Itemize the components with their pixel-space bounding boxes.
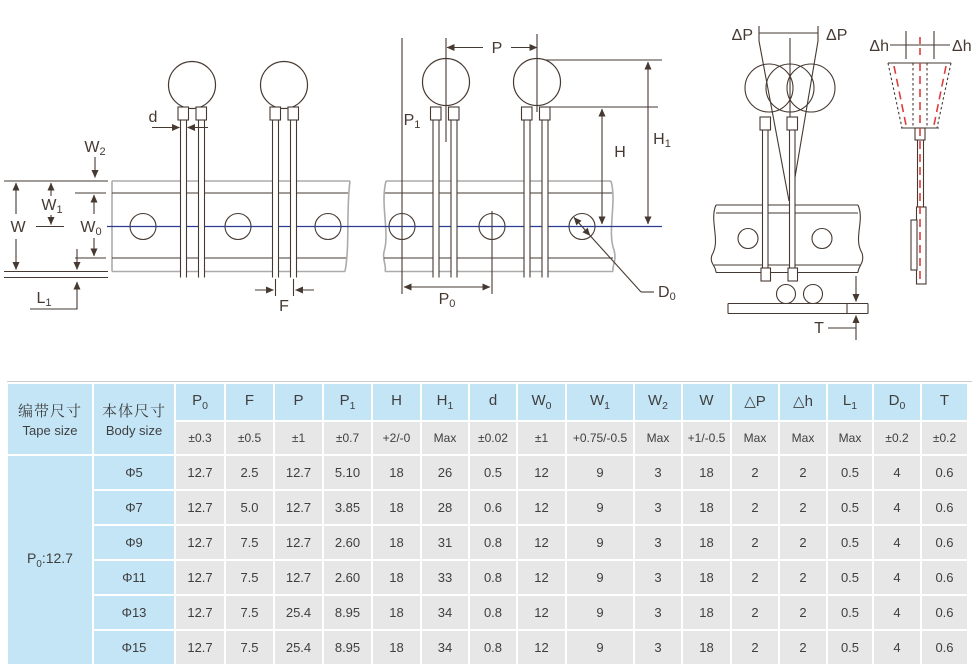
lead-crimp [760, 117, 771, 130]
spec-value-cell: 0.5 [828, 526, 872, 559]
spec-value-cell: 12.7 [275, 491, 322, 524]
column-header-p1: $P_1$ [324, 384, 371, 420]
column-header-t: T [922, 384, 967, 420]
dim-label-delta-p-right: ΔP [826, 27, 848, 44]
spec-value-cell: 3 [635, 491, 681, 524]
spec-value-cell: 4 [874, 456, 920, 489]
row-size-cell: Φ13 [94, 596, 174, 629]
spec-value-cell: 5.0 [226, 491, 273, 524]
spec-value-cell: 0.5 [828, 456, 872, 489]
spec-value-cell: 0.8 [470, 631, 516, 664]
dim-label-f: F [279, 298, 289, 315]
tape-side-view-t [728, 276, 868, 340]
spec-value-cell: 2.60 [324, 526, 371, 559]
spec-value-cell: 0.6 [922, 456, 967, 489]
spec-value-cell: 3 [635, 596, 681, 629]
spec-value-cell: 18 [683, 631, 730, 664]
column-header-d: d [470, 384, 516, 420]
row-size-cell: Φ11 [94, 561, 174, 594]
tolerance-cell: ±0.7 [324, 422, 371, 454]
column-header-w1: $W_1$ [567, 384, 633, 420]
table-row-phi15 [8, 631, 967, 664]
spec-value-cell: 8.95 [324, 596, 371, 629]
disc-components-middle [402, 34, 561, 294]
spec-value-cell: 33 [422, 561, 468, 594]
tolerance-cell: Max [780, 422, 826, 454]
tolerance-cell: Max [422, 422, 468, 454]
column-header-delta-p: △P [732, 384, 778, 420]
spec-value-cell: 2 [732, 456, 778, 489]
table-row-phi7 [8, 491, 967, 524]
dim-label-h: H [614, 144, 626, 161]
sprocket-hole [812, 229, 832, 249]
spec-value-cell: 12.7 [176, 561, 224, 594]
spec-value-cell: 12 [518, 631, 565, 664]
spec-value-cell: 2 [780, 561, 826, 594]
spec-value-cell: 0.5 [828, 491, 872, 524]
dim-label-p: P [491, 40, 503, 57]
disc-body-shifted-right [787, 64, 835, 112]
spec-value-cell: 28 [422, 491, 468, 524]
spec-value-cell: 12.7 [176, 596, 224, 629]
lead-end [761, 268, 771, 281]
spec-value-cell: 12.7 [275, 456, 322, 489]
spec-value-cell: 18 [683, 456, 730, 489]
spec-value-cell: 5.10 [324, 456, 371, 489]
spec-value-cell: 34 [422, 596, 468, 629]
spec-value-cell: 0.6 [922, 596, 967, 629]
spec-value-cell: 2 [780, 526, 826, 559]
spec-value-cell: 7.5 [226, 526, 273, 559]
spec-value-cell: 7.5 [226, 631, 273, 664]
spec-value-cell: 0.6 [922, 491, 967, 524]
lead-crimp [522, 107, 533, 120]
disc-components-left [169, 62, 308, 278]
lead-crimp [431, 107, 442, 120]
column-header-h: H [373, 384, 420, 420]
spec-value-cell: 9 [567, 491, 633, 524]
column-header-delta-h: △h [780, 384, 826, 420]
dim-label-p1: P1 [403, 112, 421, 131]
dim-label-delta-h-left: Δh [869, 38, 889, 55]
spec-value-cell: 3 [635, 456, 681, 489]
spec-value-cell: 18 [373, 491, 420, 524]
dimensions-left [4, 128, 314, 310]
spec-value-cell: 34 [422, 631, 468, 664]
spec-value-cell: 8.95 [324, 631, 371, 664]
column-header-d0: $D_0$ [874, 384, 920, 420]
column-header-w2: $W_2$ [635, 384, 681, 420]
lead-crimp [540, 107, 551, 120]
header-body-size [94, 384, 174, 454]
row-size-cell: Φ7 [94, 491, 174, 524]
spec-value-cell: 3 [635, 631, 681, 664]
spec-value-cell: 0.8 [470, 526, 516, 559]
column-header-f: F [226, 384, 273, 420]
spec-value-cell: 18 [683, 596, 730, 629]
spec-value-cell: 12 [518, 491, 565, 524]
tape-edge-view-layer [911, 220, 917, 270]
header-body-size-zh: 本体尺寸 [101, 403, 166, 420]
taping-dimensions-table [6, 382, 969, 666]
spec-value-cell: 18 [373, 631, 420, 664]
dim-label-h1: H1 [653, 131, 671, 150]
spec-value-cell: 9 [567, 631, 633, 664]
table-row-phi13 [8, 596, 967, 629]
spec-value-cell: 18 [373, 456, 420, 489]
spec-value-cell: 18 [373, 596, 420, 629]
spec-value-cell: 18 [683, 561, 730, 594]
spec-value-cell: 9 [567, 561, 633, 594]
dim-label-d: d [148, 109, 158, 126]
spec-value-cell: 2 [780, 596, 826, 629]
deviation-p-view [711, 26, 862, 281]
dim-label-w: W [10, 219, 26, 236]
spec-value-cell: 0.6 [922, 631, 967, 664]
spec-value-cell: 0.5 [470, 456, 516, 489]
spec-value-cell: 2 [732, 491, 778, 524]
spec-value-cell: 9 [567, 596, 633, 629]
dimensions-middle [404, 48, 662, 295]
spec-value-cell: 0.6 [470, 491, 516, 524]
spec-value-cell: 0.5 [828, 561, 872, 594]
row-size-cell: Φ9 [94, 526, 174, 559]
spec-value-cell: 2 [732, 631, 778, 664]
dim-label-w2: W2 [84, 139, 106, 158]
tolerance-cell: ±1 [275, 422, 322, 454]
dim-label-w1: W1 [41, 197, 63, 216]
deviation-h-view [888, 31, 951, 284]
dim-label-delta-h-right: Δh [952, 38, 972, 55]
spec-value-cell: 12.7 [275, 526, 322, 559]
table-row-phi5 [8, 456, 967, 489]
row-size-cell: Φ15 [94, 631, 174, 664]
spec-value-cell: 3.85 [324, 491, 371, 524]
lead-crimp [270, 107, 281, 120]
column-header-p0: $P_0$ [176, 384, 224, 420]
spec-value-cell: 7.5 [226, 561, 273, 594]
dim-label-l1: L1 [36, 290, 52, 309]
spec-value-cell: 2 [732, 596, 778, 629]
header-tape-size [8, 384, 92, 454]
spec-value-cell: 12 [518, 596, 565, 629]
lead-wire-section [777, 285, 796, 304]
lead-crimp [178, 107, 189, 120]
spec-value-cell: 18 [373, 561, 420, 594]
spec-value-cell: 7.5 [226, 596, 273, 629]
spec-value-cell: 12.7 [275, 561, 322, 594]
tolerance-cell: ±0.3 [176, 422, 224, 454]
lead-end [788, 268, 798, 281]
spec-value-cell: 18 [683, 491, 730, 524]
tolerance-cell: Max [635, 422, 681, 454]
column-header-h1: $H_1$ [422, 384, 468, 420]
tolerance-cell: Max [732, 422, 778, 454]
lead-crimp [288, 107, 299, 120]
tolerance-cell: +1/-0.5 [683, 422, 730, 454]
column-header-p: P [275, 384, 322, 420]
spec-value-cell: 26 [422, 456, 468, 489]
spec-value-cell: 12.7 [176, 491, 224, 524]
spec-value-cell: 2 [780, 456, 826, 489]
spec-value-cell: 2.60 [324, 561, 371, 594]
spec-value-cell: 31 [422, 526, 468, 559]
spec-value-cell: 3 [635, 526, 681, 559]
spec-value-cell: 2 [732, 526, 778, 559]
spec-value-cell: 3 [635, 561, 681, 594]
spec-value-cell: 12.7 [176, 526, 224, 559]
header-tape-size-zh: 编带尺寸 [17, 403, 82, 420]
tolerance-cell: ±1 [518, 422, 565, 454]
spec-value-cell: 4 [874, 596, 920, 629]
disc-body-shifted-left [745, 64, 793, 112]
spec-value-cell: 4 [874, 526, 920, 559]
column-header-l1: $L_1$ [828, 384, 872, 420]
lead-crimp [196, 107, 207, 120]
spec-value-cell: 12.7 [176, 456, 224, 489]
spec-value-cell: 0.8 [470, 596, 516, 629]
spec-value-cell: 12.7 [176, 631, 224, 664]
spec-value-cell: 18 [373, 526, 420, 559]
spec-value-cell: 9 [567, 456, 633, 489]
tolerance-cell: +2/-0 [373, 422, 420, 454]
dim-label-t: T [814, 320, 824, 337]
lead-wire-section [804, 285, 823, 304]
spec-value-cell: 4 [874, 631, 920, 664]
spec-value-cell: 12 [518, 561, 565, 594]
spec-value-cell: 25.4 [275, 631, 322, 664]
spec-value-cell: 2 [780, 491, 826, 524]
tolerance-cell: ±0.02 [470, 422, 516, 454]
spec-value-cell: 2 [732, 561, 778, 594]
spec-value-cell: 2 [780, 631, 826, 664]
table-row-phi9 [8, 526, 967, 559]
spec-value-cell: 0.5 [828, 631, 872, 664]
spec-value-cell: 25.4 [275, 596, 322, 629]
spec-value-cell: 0.6 [922, 561, 967, 594]
spec-value-cell: 4 [874, 491, 920, 524]
spec-value-cell: 0.6 [922, 526, 967, 559]
tolerance-cell: ±0.5 [226, 422, 273, 454]
spec-value-cell: 0.5 [828, 596, 872, 629]
spec-value-cell: 12 [518, 456, 565, 489]
spec-value-cell: 9 [567, 526, 633, 559]
tolerance-cell: ±0.2 [874, 422, 920, 454]
header-tape-size-en: Tape size [22, 423, 78, 438]
dim-label-w0: W0 [80, 219, 102, 238]
lead-crimp [787, 117, 798, 130]
header-body-size-en: Body size [105, 423, 163, 438]
spec-value-cell: 12 [518, 526, 565, 559]
column-header-w: W [683, 384, 730, 420]
tape-pitch-note: $P_0:12.7$ [8, 456, 92, 664]
tolerance-cell: +0.75/-0.5 [567, 422, 633, 454]
dim-label-delta-p-left: ΔP [731, 27, 753, 44]
table-row-phi11 [8, 561, 967, 594]
disc-body [169, 62, 216, 109]
column-header-w0: $W_0$ [518, 384, 565, 420]
row-size-cell: Φ5 [94, 456, 174, 489]
spec-value-cell: 0.8 [470, 561, 516, 594]
spec-value-cell: 4 [874, 561, 920, 594]
tape-edge-view [917, 207, 927, 284]
sprocket-hole [738, 229, 758, 249]
dim-label-d0: D0 [658, 284, 676, 303]
tolerance-cell: Max [828, 422, 872, 454]
disc-body [261, 62, 308, 109]
dim-label-p0: P0 [438, 291, 456, 310]
spec-value-cell: 2.5 [226, 456, 273, 489]
lead-crimp [449, 107, 460, 120]
tolerance-cell: ±0.2 [922, 422, 967, 454]
spec-value-cell: 18 [683, 526, 730, 559]
